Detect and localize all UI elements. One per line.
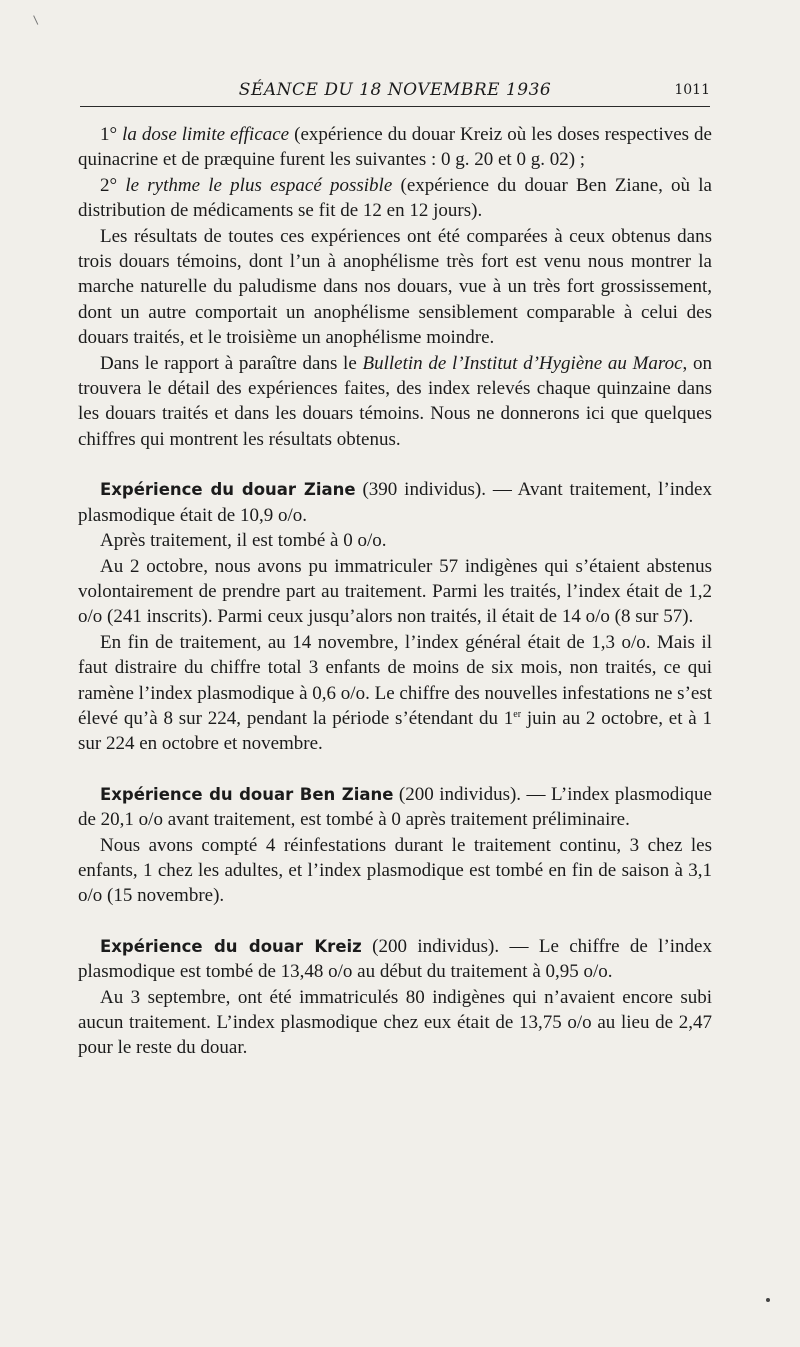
paragraph-rhythm: 2° le rythme le plus espacé possible (expérience du douar Ben Ziane, où la distribution de médicaments se fit de 12 en 12 jours). [78, 174, 712, 222]
ink-dot [766, 1298, 770, 1302]
section-ziane: Expérience du douar Ziane (390 individus). — Avant traitement, l’index plasmodique était de 10,9 o/o. [78, 479, 712, 526]
section-kreiz: Expérience du douar Kreiz (200 individus). — Le chiffre de l’index plasmodique est tombé de 13,48 o/o au début du traitement à 0,95 o/o. [78, 935, 712, 983]
margin-mark [33, 13, 43, 25]
section-ben-ziane: Expérience du douar Ben Ziane (200 individus). — L’index plasmodique de 20,1 o/o avant traitement, est tombé à 0 après traitement préliminaire. [78, 783, 712, 831]
section-heading-kreiz: Expérience du douar Kreiz [100, 936, 362, 956]
header-title: SÉANCE DU 18 NOVEMBRE 1936 [238, 80, 552, 100]
paragraph-dose-limit: 1° la dose limite efficace (expérience du douar Kreiz où les doses respectives de quinacrine et de præquine furent les suivantes : 0 g. 20 et 0 g. 02) ; [78, 124, 712, 171]
paragraph-results: Les résultats de toutes ces expériences ont été comparées à ceux obtenus dans trois douars témoins, dont l’un à anophélisme très fort est venu nous montrer la marche naturelle du paludisme dans nos douars, vue à un très fort grossissement, dont un autre comportait un anophélisme sensiblement comparable à celui des douars traités, et le troisième un anophélisme moindre. [78, 225, 712, 349]
paragraph-after-treatment: Après traitement, il est tombé à 0 o/o. [100, 530, 387, 552]
section-heading-ben-ziane: Expérience du douar Ben Ziane [100, 784, 394, 804]
paragraph-reinfestations: Nous avons compté 4 réinfestations durant le traitement continu, 3 chez les enfants, 1 chez les adultes, et l’index plasmodique est tombé en fin de saison à 3,1 o/o (15 novembre). [78, 834, 712, 907]
term-rhythm: le rythme le plus espacé possible [125, 174, 393, 196]
term-dose-limit: la dose limite efficace [122, 124, 290, 145]
section-heading-ziane: Expérience du douar Ziane [100, 480, 356, 500]
paragraph-october: Au 2 octobre, nous avons pu immatriculer 57 indigènes qui s’étaient abstenus volontairement de prendre part au traitement. Parmi les traités, l’index était de 1,2 o/o (241 inscrits). Parmi ceux jusqu’alors non traités, il était de 14 o/o (8 sur 57). [78, 555, 712, 628]
page-number: 1011 [674, 82, 710, 98]
paragraph-report: Dans le rapport à paraître dans le Bulletin de l’Institut d’Hygiène au Maroc, on trouvera le détail des expériences faites, des index relevés chaque quinzaine dans les douars traités et dans les douars témoins. Nous ne donnerons ici que quelques chiffres qui montrent les résultats obtenus. [78, 352, 712, 450]
running-header [80, 80, 710, 107]
paragraph-september: Au 3 septembre, ont été immatriculés 80 indigènes qui n’avaient encore subi aucun traitement. L’index plasmodique chez eux était de 13,75 o/o au lieu de 2,47 pour le reste du douar. [78, 986, 712, 1059]
journal-title: Bulletin de l’Institut d’Hygiène au Maroc [362, 352, 683, 374]
paragraph-end-treatment: En fin de traitement, au 14 novembre, l’index général était de 1,3 o/o. Mais il faut distraire du chiffre total 3 enfants de moins de six mois, non traités, ce qui ramène l’index plasmodique à 0,6 o/o. Le chiffre des nouvelles infestations ne s’est élevé qu’à 8 sur 224, pendant la période s’étendant du 1er juin au 2 octobre, et à 1 sur 224 en octobre et novembre. [78, 631, 713, 755]
body-text [78, 122, 712, 1061]
